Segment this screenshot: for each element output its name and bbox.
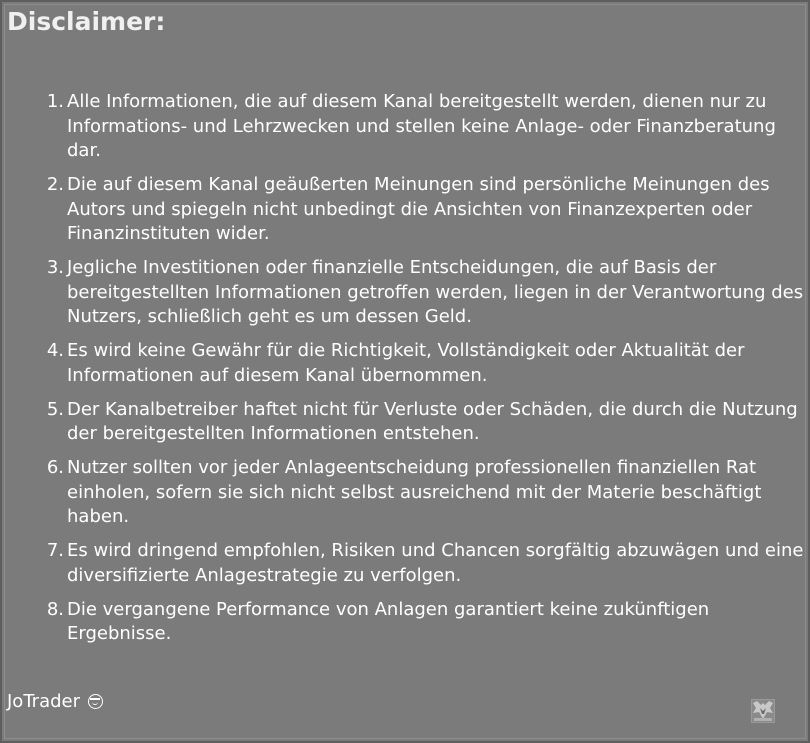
list-item-number: 8. (46, 598, 64, 620)
list-item (2, 339, 804, 388)
signature-name: JoTrader (7, 691, 81, 712)
list-item-number: 1. (46, 91, 64, 112)
list-item (2, 398, 804, 447)
list-item-number: 4. (46, 340, 64, 361)
smiling-face-with-sunglasses-icon (88, 694, 103, 709)
list-item (2, 173, 804, 247)
list-item-text: Es wird dringend empfohlen, Risiken und Chancen sorgfältig abzuwägen und eine diversifizierte Anlagestrategie zu verfolgen. (67, 540, 804, 586)
list-item-text: Jegliche Investitionen oder finanzielle Entscheidungen, die auf Basis der bereitgestellten Informationen getroffen werden, liegen in der Verantwortung des Nutzers, schließlich geht es um dessen Geld. (67, 257, 804, 327)
list-item-number: 6. (46, 457, 64, 478)
list-item (2, 256, 804, 330)
list-item-text: Die vergangene Performance von Anlagen garantiert keine zukünftigen Ergebnisse. (67, 598, 710, 644)
list-item-number: 5. (46, 398, 64, 420)
list-item-text: Der Kanalbetreiber haftet nicht für Verluste oder Schäden, die durch die Nutzung der bereitgestellten Informationen entstehen. (67, 398, 798, 444)
list-item (2, 456, 804, 530)
list-item-text: Nutzer sollten vor jeder Anlageentscheidung professionellen finanziellen Rat einholen, sofern sie sich nicht selbst ausreichend mit der Materie beschäftigt haben. (67, 457, 762, 527)
disclaimer-list (2, 90, 804, 656)
list-item (2, 90, 804, 164)
list-item-text: Alle Informationen, die auf diesem Kanal bereitgestellt werden, dienen nur zu Informations- und Lehrzwecken und stellen keine Anlage- oder Finanzberatung dar. (67, 91, 776, 161)
list-item (2, 598, 804, 647)
channel-logo-icon (751, 699, 775, 723)
list-item-text: Die auf diesem Kanal geäußerten Meinungen sind persönliche Meinungen des Autors und spiegeln nicht unbedingt die Ansichten von Finanzexperten oder Finanzinstituten wider. (67, 174, 770, 244)
list-item-text: Es wird keine Gewähr für die Richtigkeit, Vollständigkeit oder Aktualität der Informationen auf diesem Kanal übernommen. (67, 340, 745, 386)
list-item (2, 539, 804, 588)
list-item-number: 2. (46, 174, 64, 195)
page-title: Disclaimer: (7, 7, 166, 36)
list-item-number: 7. (46, 540, 64, 561)
signature (7, 690, 103, 714)
list-item-number: 3. (46, 257, 64, 278)
